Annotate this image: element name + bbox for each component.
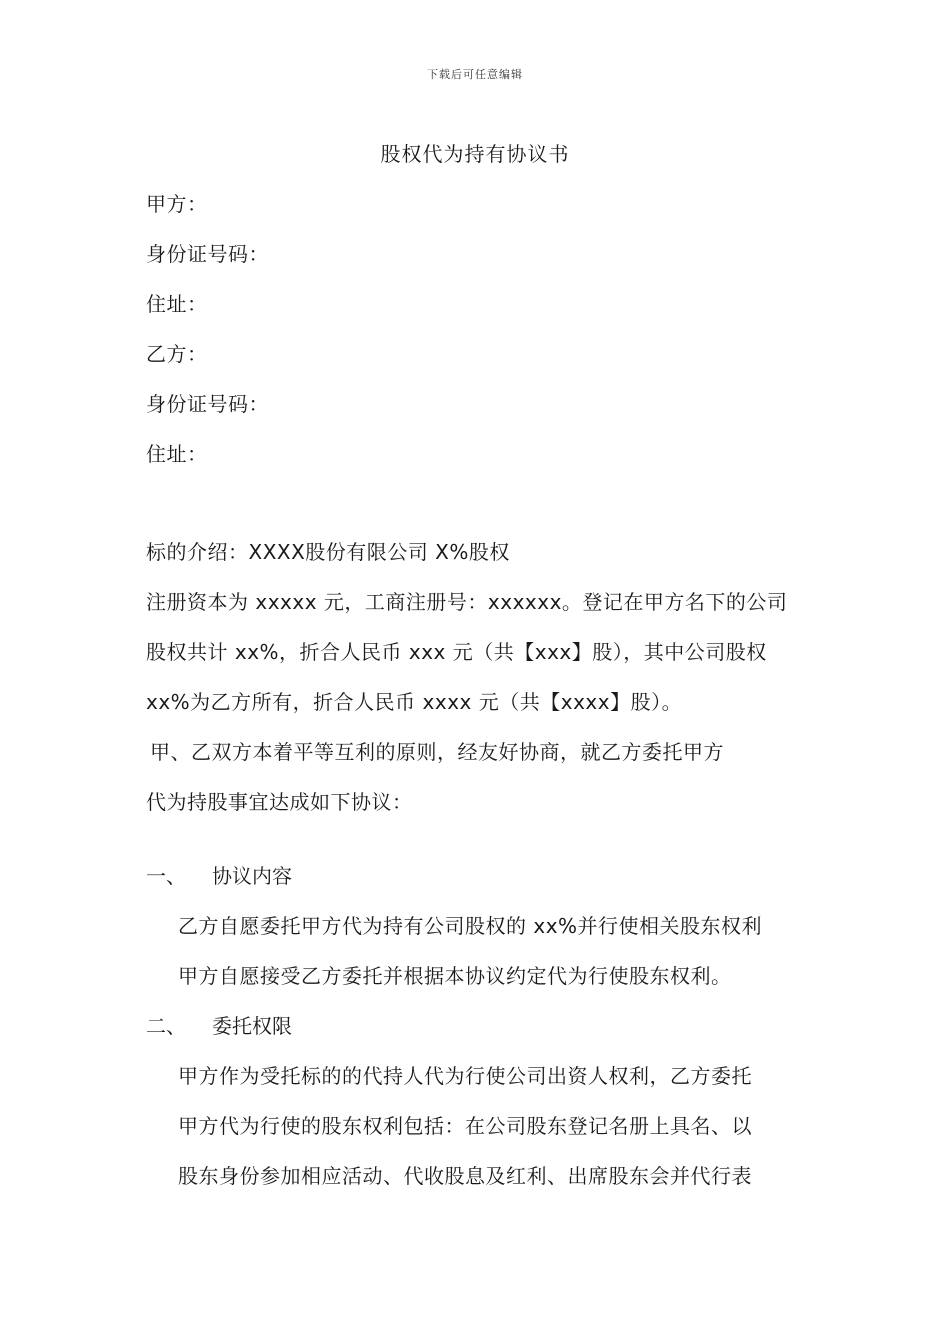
section-1-line-1: 乙方自愿委托甲方代为持有公司股权的 xx%并行使相关股东权利 — [178, 914, 763, 938]
section-number-1: 一、 — [146, 864, 186, 888]
preamble-line-1: 甲、乙双方本着平等互利的原则，经友好协商，就乙方委托甲方 — [150, 740, 724, 764]
section-2-line-1: 甲方作为受托标的的代持人代为行使公司出资人权利，乙方委托 — [178, 1064, 752, 1088]
document-title: 股权代为持有协议书 — [380, 142, 570, 166]
party-b-label: 乙方： — [146, 342, 208, 366]
section-2-line-2: 甲方代为行使的股东权利包括：在公司股东登记名册上具名、以 — [178, 1114, 752, 1138]
section-title-2: 委托权限 — [212, 1014, 292, 1038]
section-1-line-2: 甲方自愿接受乙方委托并根据本协议约定代为行使股东权利。 — [178, 964, 732, 988]
party-a-address-label: 住址： — [146, 292, 208, 316]
party-a-id-label: 身份证号码： — [146, 242, 269, 266]
party-b-id-label: 身份证号码： — [146, 392, 269, 416]
subject-intro-line: 标的介绍：XXXX股份有限公司 X%股权 — [146, 540, 510, 564]
preamble-line-2: 代为持股事宜达成如下协议： — [146, 790, 413, 814]
subject-capital-line: 注册资本为 xxxxx 元，工商注册号：xxxxxx。登记在甲方名下的公司 — [146, 590, 788, 614]
party-a-label: 甲方： — [146, 192, 208, 216]
subject-party-b-share-line: xx%为乙方所有，折合人民币 xxxx 元（共【xxxx】股）。 — [146, 690, 683, 714]
header-note: 下载后可任意编辑 — [427, 68, 523, 81]
section-title-1: 协议内容 — [212, 864, 292, 888]
subject-equity-line: 股权共计 xx%，折合人民币 xxx 元（共【xxx】股），其中公司股权 — [146, 640, 767, 664]
section-number-2: 二、 — [146, 1014, 186, 1038]
section-2-line-3: 股东身份参加相应活动、代收股息及红利、出席股东会并代行表 — [178, 1164, 752, 1188]
party-b-address-label: 住址： — [146, 442, 208, 466]
